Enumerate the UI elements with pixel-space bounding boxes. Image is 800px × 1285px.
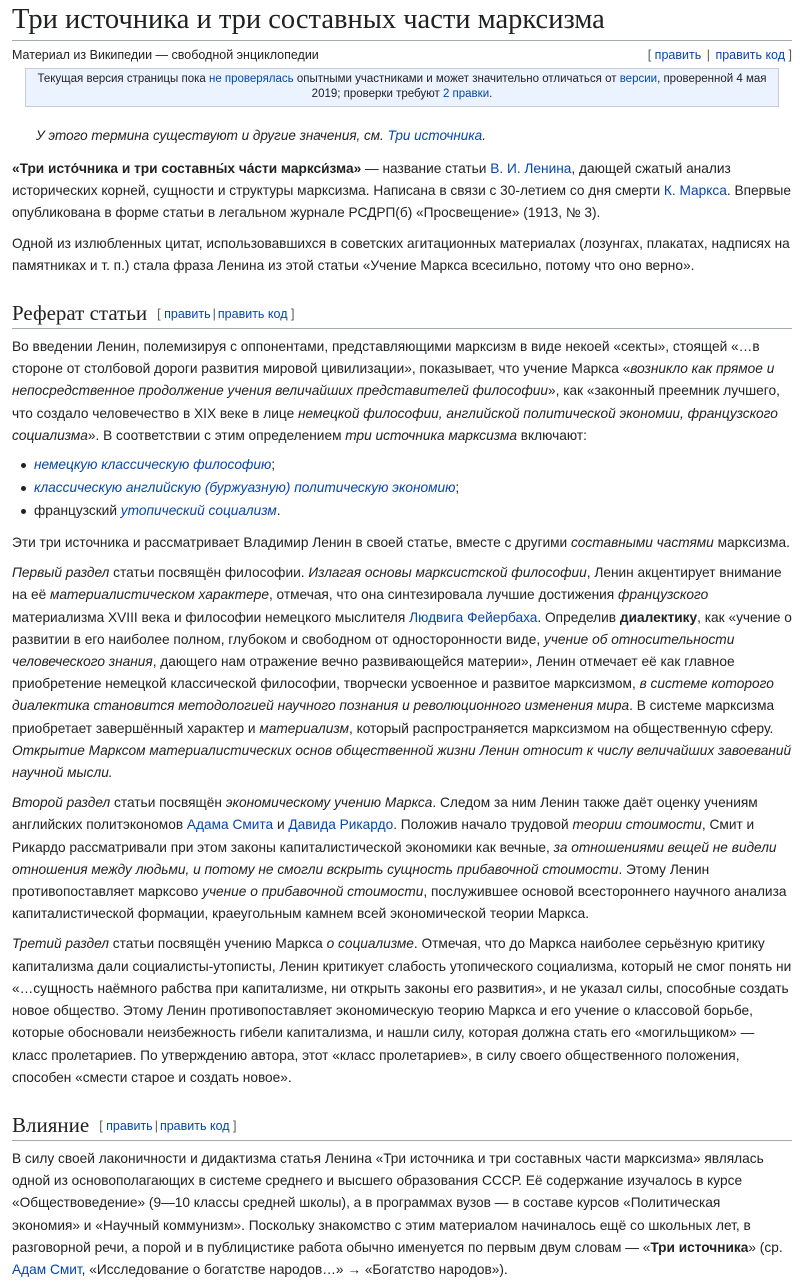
inline-link[interactable]: К. Маркса bbox=[663, 183, 727, 199]
text: Во введении Ленин, полемизируя с оппонентами, представляющими марксизм в виде некоей «секты», стоящей «…в стороне от столбовой дороги развития мировой цивилизации», показывает, что учение Маркса « bbox=[12, 339, 760, 377]
list-item-text bbox=[34, 503, 281, 518]
text: статьи посвящён bbox=[110, 795, 226, 811]
bracket-open: [ bbox=[99, 1118, 103, 1133]
bracket-open: [ bbox=[157, 307, 161, 322]
section-heading-influence bbox=[12, 1111, 792, 1141]
summary-paragraph-4 bbox=[12, 792, 792, 925]
bold-text: «Три исто́чника и три составны́х ча́сти маркси́зма» bbox=[12, 161, 362, 176]
bracket-open: [ bbox=[647, 48, 652, 62]
bold-text: Три источника bbox=[650, 1239, 749, 1255]
inline-link[interactable]: В. И. Ленина bbox=[490, 161, 572, 176]
bracket-close: ] bbox=[788, 48, 792, 62]
page-title: Три источника и три составных части марксизма bbox=[12, 0, 792, 41]
notice-link-version[interactable]: версии bbox=[619, 73, 658, 85]
hatnote-end: . bbox=[482, 128, 486, 143]
italic-text: немецкой философии, английской политической экономии, французского социализма bbox=[12, 405, 778, 443]
text: » (ср. bbox=[748, 1239, 783, 1255]
text: . В системе марксизма приобретает завершённый характер и bbox=[12, 698, 775, 736]
list-item bbox=[34, 476, 792, 499]
bullet-icon bbox=[21, 486, 26, 491]
bold-text: диалектику bbox=[619, 609, 698, 625]
section-edit-links bbox=[157, 307, 294, 321]
notice-text: опытными участниками и может значительно отличаться от bbox=[293, 73, 620, 85]
bracket-close: ] bbox=[290, 307, 295, 322]
section-title: Влияние bbox=[12, 1112, 90, 1137]
text: , который распространяется марксизмом на общественную сферу. bbox=[348, 720, 774, 736]
text: . bbox=[276, 503, 281, 519]
text: ; bbox=[271, 457, 276, 473]
text: марксизма. bbox=[713, 535, 790, 551]
intro-paragraph-1 bbox=[12, 158, 792, 225]
text: В силу своей лаконичности и дидактизма статья Ленина «Три источника и три составных части марксизма» являлась одной из основополагающих в системе среднего и высшего образования СССР. Её содержание изучалось в курсе «Обществоведение» (9—10 классы средней школы), а в программах вузов — в составе курсов «Политическая экономия» и «Научный коммунизм». Поскольку знакомство с этим материалом начиналось ещё со школьных лет, в разговорной речи, а порой и в публицистике работа обычно именуется по первым двум словам — « bbox=[12, 1150, 764, 1255]
text: , дающей сжатый анализ исторических корней, сущности и структуры марксизма. Написана в связи с 30-летием со дня смерти bbox=[12, 161, 731, 199]
hatnote bbox=[36, 127, 792, 145]
inline-link[interactable]: Давида Рикардо bbox=[288, 817, 394, 833]
italic-text: учение о прибавочной стоимости bbox=[202, 884, 424, 900]
italic-text: за отношениями вещей не видели отношения между людьми, и потому не смогли вскрыть сущность прибавочной стоимости bbox=[12, 839, 777, 877]
summary-paragraph-1 bbox=[12, 336, 792, 447]
text: материализма XVIII века и философии немецкого мыслителя bbox=[12, 609, 410, 625]
italic-text: экономическому учению Маркса bbox=[225, 795, 433, 811]
text: ; bbox=[455, 480, 460, 496]
text: . Отмечая, что до Маркса наиболее серьёзную критику капитализма дали социалисты-утописты, Ленин критикует слабость утопического социализма, который не смог понять ни «…сущность наёмного рабства при капитализме, ни открыть законы его развития», и не указал силы, способные создать новое общество. Этому Ленин противопоставляет экономическую теорию Маркса и его учение о классовой борьбе, которые обосновали неизбежность гибели капитализма, и нашли силу, которая должна стать его «могильщиком» — класс пролетариев. По утверждению автора, этот «класс пролетариев», в силу своего общественного положения, способен «смести старое и создать новое». bbox=[12, 936, 792, 1085]
influence-paragraph-1 bbox=[12, 1148, 792, 1281]
inline-link[interactable]: Людвига Фейербаха bbox=[409, 609, 538, 625]
section-edit-links bbox=[99, 1119, 236, 1133]
italic-text: теории стоимости bbox=[572, 817, 702, 833]
section-edit-code-link[interactable]: править код bbox=[217, 307, 288, 322]
text: », как «законный преемник лучшего, что создало человечество в XIX веке в лице bbox=[12, 383, 780, 421]
text: ». В соответствии с этим определением bbox=[87, 427, 346, 443]
hatnote-text: У этого термина существуют и другие значения, см. bbox=[36, 128, 388, 143]
text: , отмечая, что она синтезировала лучшие достижения bbox=[268, 587, 619, 603]
text: — название статьи bbox=[361, 161, 491, 176]
section-edit-link[interactable]: править bbox=[164, 307, 211, 322]
list-item-text bbox=[34, 457, 275, 472]
intro-paragraph-2 bbox=[12, 233, 792, 277]
italic-text: возникло как прямое и непосредственное продолжение учения величайших представителей философии bbox=[12, 361, 775, 399]
text: . Определив bbox=[537, 609, 620, 625]
text: , послужившее основой всестороннего научного анализа капиталистической формации, краеугольным камнем всей экономической теории Маркса. bbox=[12, 884, 787, 922]
text: , как «учение о развитии в его наиболее полном, глубоком и свободном от односторонности виде, bbox=[12, 609, 792, 647]
text: , Смит и Рикардо рассматривали при этом законы капиталистической экономики как вечные, bbox=[12, 817, 755, 855]
page-edit-links bbox=[648, 45, 792, 65]
italic-text: Излагая основы марксистской философии bbox=[308, 565, 587, 581]
italic-text: учение об относительности человеческого знания bbox=[12, 631, 735, 670]
text: . Следом за ним Ленин также даёт оценку учениям английских политэкономов bbox=[12, 795, 758, 833]
section-edit-code-link[interactable]: править код bbox=[159, 1118, 230, 1133]
edit-link[interactable]: править bbox=[654, 48, 702, 62]
italic-text: французского bbox=[618, 587, 709, 603]
section-title: Реферат статьи bbox=[12, 301, 148, 326]
inline-link[interactable]: Адам Смит bbox=[12, 1261, 82, 1277]
text: , дающего нам отражение вечно развивающейся материи», Ленин отмечает её как главное приобретение немецкой классической философии, творчески усвоенное и развитое марксизмом, bbox=[12, 654, 735, 692]
section-heading-summary bbox=[12, 299, 792, 329]
text: . Положив начало трудовой bbox=[393, 817, 573, 833]
edit-separator: | bbox=[212, 307, 216, 322]
italic-text: Открытие Марксом материалистических основ общественной жизни Ленин относит к числу величайших завоеваний научной мысли. bbox=[12, 742, 792, 781]
bracket-close: ] bbox=[233, 1118, 237, 1133]
notice-text: Текущая версия страницы пока bbox=[37, 73, 209, 85]
text: Эти три источника и рассматривает Владимир Ленин в своей статье, вместе с другими bbox=[12, 535, 571, 551]
italic-text: в системе которого диалектика становится методологией научного познания и революционного изменения мира bbox=[12, 676, 774, 714]
inline-link[interactable]: немецкую классическую философию bbox=[34, 457, 272, 473]
summary-paragraph-5 bbox=[12, 933, 792, 1088]
italic-text: Первый раздел bbox=[12, 565, 110, 581]
italic-text: три источника марксизма bbox=[345, 427, 517, 443]
site-subtitle: Материал из Википедии — свободной энциклопедии bbox=[12, 48, 319, 62]
inline-link[interactable]: утопический социализм bbox=[120, 503, 277, 519]
italic-text: о социализме bbox=[326, 936, 414, 952]
list-item bbox=[34, 453, 792, 476]
text: статьи посвящён учению Маркса bbox=[108, 936, 327, 952]
italic-text: Третий раздел bbox=[12, 936, 109, 952]
bullet-icon bbox=[21, 509, 26, 514]
text: , Ленин акцентирует внимание на её bbox=[12, 565, 782, 603]
text: , «Исследование о богатстве народов…» → «Богатство народов»). bbox=[81, 1261, 508, 1277]
edit-code-link[interactable]: править код bbox=[715, 48, 786, 62]
text: . Этому Ленин противопоставляет марксово bbox=[12, 861, 710, 900]
italic-text: материализм bbox=[259, 720, 349, 736]
bullet-icon bbox=[21, 463, 26, 468]
site-subtitle-row bbox=[12, 45, 792, 65]
review-notice bbox=[25, 68, 779, 107]
sources-list bbox=[12, 453, 792, 522]
text: . Впервые опубликована в форме статьи в легальном журнале РСДРП(б) «Просвещение» (1913, № 3). bbox=[12, 183, 791, 221]
hatnote-link[interactable]: Три источника bbox=[387, 128, 483, 143]
text: Одной из излюбленных цитат, использовавшихся в советских агитационных материалах (лозунгах, плакатах, надписях на памятниках и т. п.) стала фраза Ленина из этой статьи «Учение Маркса всесильно, потому что оно верно». bbox=[12, 235, 790, 273]
edit-separator: | bbox=[706, 48, 710, 62]
text: включают: bbox=[516, 427, 587, 443]
notice-text: , проверенной 4 мая 2019; проверки требуют bbox=[311, 73, 767, 100]
text: статьи посвящён философии. bbox=[109, 565, 309, 581]
article bbox=[12, 0, 792, 1281]
inline-link[interactable]: классическую английскую (буржуазную) политическую экономию bbox=[34, 480, 456, 496]
edit-separator: | bbox=[154, 1118, 158, 1133]
italic-text: составными частями bbox=[570, 535, 714, 551]
summary-paragraph-2 bbox=[12, 532, 792, 554]
italic-text: материалистическом характере bbox=[50, 587, 269, 603]
text: и bbox=[273, 817, 289, 833]
list-item bbox=[34, 499, 792, 522]
inline-link[interactable]: Адама Смита bbox=[186, 817, 274, 833]
italic-text: Второй раздел bbox=[12, 795, 111, 811]
section-edit-link[interactable]: править bbox=[106, 1118, 153, 1133]
notice-link-unreviewed[interactable]: не проверялась bbox=[208, 73, 294, 85]
list-item-text bbox=[34, 480, 459, 495]
summary-paragraph-3 bbox=[12, 562, 792, 784]
notice-link-edits[interactable]: 2 правки bbox=[442, 88, 490, 100]
notice-text: . bbox=[489, 88, 493, 100]
text: французский bbox=[34, 503, 121, 519]
